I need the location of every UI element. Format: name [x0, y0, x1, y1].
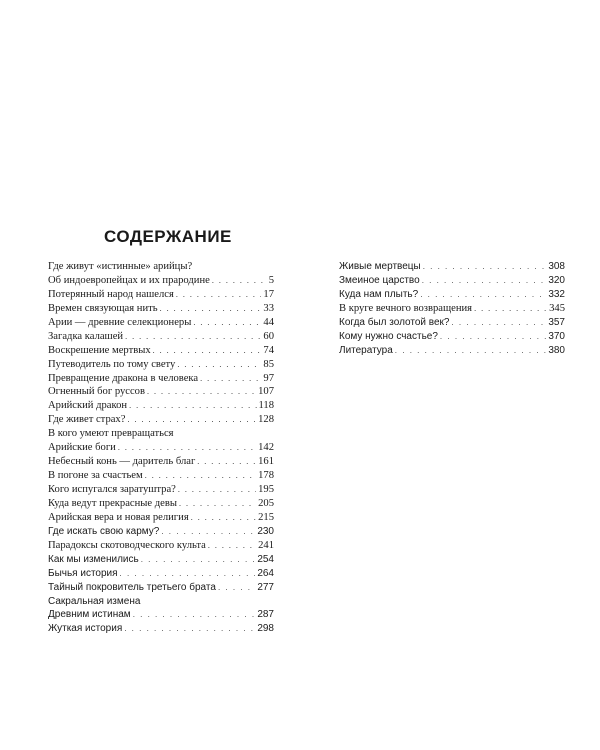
- toc-entry-title: Куда нам плыть?: [339, 288, 419, 300]
- toc-entry: [48, 553, 274, 567]
- dot-leader: [218, 581, 255, 595]
- toc-entry: [48, 511, 274, 525]
- toc-entry: [48, 441, 274, 455]
- toc-entry-title: Превращение дракона в человека: [48, 372, 199, 384]
- toc-entry: [48, 497, 274, 511]
- dot-leader: [200, 372, 261, 386]
- dot-leader: [118, 441, 256, 455]
- toc-entry-title: Огненный бог руссов: [48, 386, 145, 398]
- dot-leader: [145, 469, 256, 483]
- toc-entry-page: 308: [548, 261, 565, 272]
- toc-entry-page: 107: [258, 386, 274, 398]
- toc-entry-title: Загадка калашей: [48, 330, 124, 342]
- dot-leader: [212, 274, 267, 288]
- toc-entry-title: Арии — древние селекционеры: [48, 316, 192, 328]
- toc-entry: [48, 539, 274, 553]
- toc-entry-title: Древним истинам: [48, 609, 131, 621]
- toc-entry-page: 215: [258, 511, 274, 523]
- toc-entry-title: Времен связующая нить: [48, 302, 158, 314]
- toc-entry: [48, 344, 274, 358]
- toc-entry: [339, 260, 565, 274]
- toc-entry-page: 161: [258, 456, 274, 468]
- toc-entry-page: 320: [548, 274, 565, 286]
- toc-entry-page: 277: [257, 581, 274, 593]
- toc-entry: [339, 288, 565, 302]
- toc-entry-page: 118: [258, 400, 274, 412]
- toc-entry-title: Куда ведут прекрасные девы: [48, 497, 177, 509]
- toc-entry-page: 241: [258, 539, 274, 551]
- toc-entry-page: 60: [263, 330, 274, 342]
- toc-entry: [48, 316, 274, 330]
- toc-entry: [339, 330, 565, 344]
- dot-leader: [160, 302, 262, 316]
- toc-entry: [339, 344, 565, 358]
- dot-leader: [451, 316, 546, 330]
- toc-entry-title: Кого испугался заратуштра?: [48, 484, 176, 495]
- toc-entry-page: 195: [258, 484, 274, 495]
- toc-entry-page: 17: [263, 288, 274, 300]
- toc-entry-title: Живые мертвецы: [339, 261, 421, 272]
- toc-entry: [48, 260, 274, 274]
- toc-entry-page: 345: [549, 302, 565, 314]
- toc-entry-title: Тайный покровитель третьего брата: [48, 581, 216, 593]
- dot-leader: [153, 344, 262, 358]
- toc-entry-page: 370: [548, 330, 565, 342]
- toc-entry-page: 142: [258, 442, 274, 454]
- toc-entry: [48, 399, 274, 413]
- toc-entry: [48, 525, 274, 539]
- toc-entry-title: Арийская вера и новая религия: [48, 511, 189, 523]
- dot-leader: [125, 330, 261, 344]
- dot-leader: [176, 288, 262, 302]
- toc-entry-page: 332: [548, 288, 565, 300]
- dot-leader: [161, 525, 255, 539]
- toc-entry-page: 85: [263, 358, 274, 370]
- toc-right-column: [339, 260, 565, 358]
- toc-entry-page: 287: [257, 609, 274, 621]
- toc-entry: [48, 302, 274, 316]
- toc-entry: [339, 274, 565, 288]
- toc-entry: [48, 288, 274, 302]
- toc-entry: [48, 581, 274, 595]
- toc-entry-title: Жуткая история: [48, 623, 123, 635]
- toc-entry-page: 264: [257, 567, 274, 579]
- dot-leader: [141, 553, 256, 567]
- dot-leader: [179, 497, 256, 511]
- toc-entry: [48, 483, 274, 497]
- toc-entry: [48, 595, 274, 609]
- toc-entry-title: Арийский дракон: [48, 400, 128, 412]
- toc-entry-title: Змеиное царство: [339, 274, 420, 286]
- toc-entry: [48, 413, 274, 427]
- dot-leader: [193, 316, 261, 330]
- toc-entry-title: Как мы изменились: [48, 553, 139, 565]
- toc-entry-title: Кому нужно счастье?: [339, 330, 438, 342]
- dot-leader: [129, 399, 256, 413]
- dot-leader: [197, 455, 256, 469]
- toc-entry: [48, 274, 274, 288]
- toc-entry-page: 230: [257, 525, 274, 537]
- toc-entry-page: 178: [258, 470, 274, 482]
- dot-leader: [178, 483, 256, 497]
- dot-leader: [423, 260, 547, 274]
- toc-entry: [48, 455, 274, 469]
- dot-leader: [177, 358, 261, 372]
- toc-entry-page: 298: [257, 623, 274, 635]
- toc-entry-title: Где живет страх?: [48, 414, 126, 426]
- toc-entry: [48, 608, 274, 622]
- toc-entry-page: 205: [258, 497, 274, 509]
- toc-entry-title: Парадоксы скотоводческого культа: [48, 539, 206, 551]
- dot-leader: [124, 622, 255, 636]
- dot-leader: [147, 385, 256, 399]
- toc-entry: [48, 372, 274, 386]
- toc-entry: [48, 358, 274, 372]
- toc-left-column: [48, 260, 274, 636]
- toc-entry: [48, 427, 274, 441]
- toc-entry-page: 128: [258, 414, 274, 426]
- toc-entry-page: 357: [548, 316, 565, 328]
- toc-entry: [48, 385, 274, 399]
- toc-entry: [48, 330, 274, 344]
- toc-entry: [339, 302, 565, 316]
- toc-entry-title: Когда был золотой век?: [339, 316, 450, 328]
- toc-entry-title: Арийские боги: [48, 442, 116, 454]
- toc-entry-page: 380: [548, 344, 565, 356]
- toc-entry-title: Где искать свою карму?: [48, 525, 160, 537]
- toc-entry: [48, 622, 274, 636]
- dot-leader: [191, 511, 256, 525]
- toc-entry: [48, 567, 274, 581]
- toc-entry-page: 33: [263, 302, 274, 314]
- dot-leader: [474, 302, 547, 316]
- toc-entry-title: Воскрешение мертвых: [48, 344, 151, 356]
- dot-leader: [120, 567, 256, 581]
- toc-entry-page: 5: [268, 274, 274, 286]
- toc-entry-title: В круге вечного возвращения: [339, 302, 473, 314]
- toc-entry-page: 74: [263, 344, 274, 356]
- dot-leader: [208, 539, 256, 553]
- dot-leader: [395, 344, 547, 358]
- toc-entry-page: 97: [263, 372, 274, 384]
- dot-leader: [127, 413, 256, 427]
- toc-entry-title: Бычья история: [48, 567, 118, 579]
- toc-entry-title: Потерянный народ нашелся: [48, 288, 174, 300]
- toc-entry: [48, 469, 274, 483]
- toc-entry-title: Сакральная измена: [48, 595, 141, 607]
- toc-entry-page: 44: [263, 316, 274, 328]
- toc-entry-page: 254: [257, 553, 274, 565]
- toc-entry-title: Где живут «истинные» арийцы?: [48, 261, 193, 272]
- dot-leader: [422, 274, 547, 288]
- toc-entry-title: В погоне за счастьем: [48, 470, 143, 482]
- toc-entry-title: В кого умеют превращаться: [48, 428, 174, 440]
- toc-entry: [339, 316, 565, 330]
- page-title: СОДЕРЖАНИЕ: [104, 227, 232, 246]
- dot-leader: [440, 330, 546, 344]
- dot-leader: [133, 608, 256, 622]
- dot-leader: [420, 288, 546, 302]
- toc-entry-title: Литература: [339, 344, 393, 356]
- toc-entry-title: Путеводитель по тому свету: [48, 358, 176, 370]
- toc-entry-title: Небесный конь — даритель благ: [48, 456, 196, 468]
- toc-entry-title: Об индоевропейцах и их прародине: [48, 274, 210, 286]
